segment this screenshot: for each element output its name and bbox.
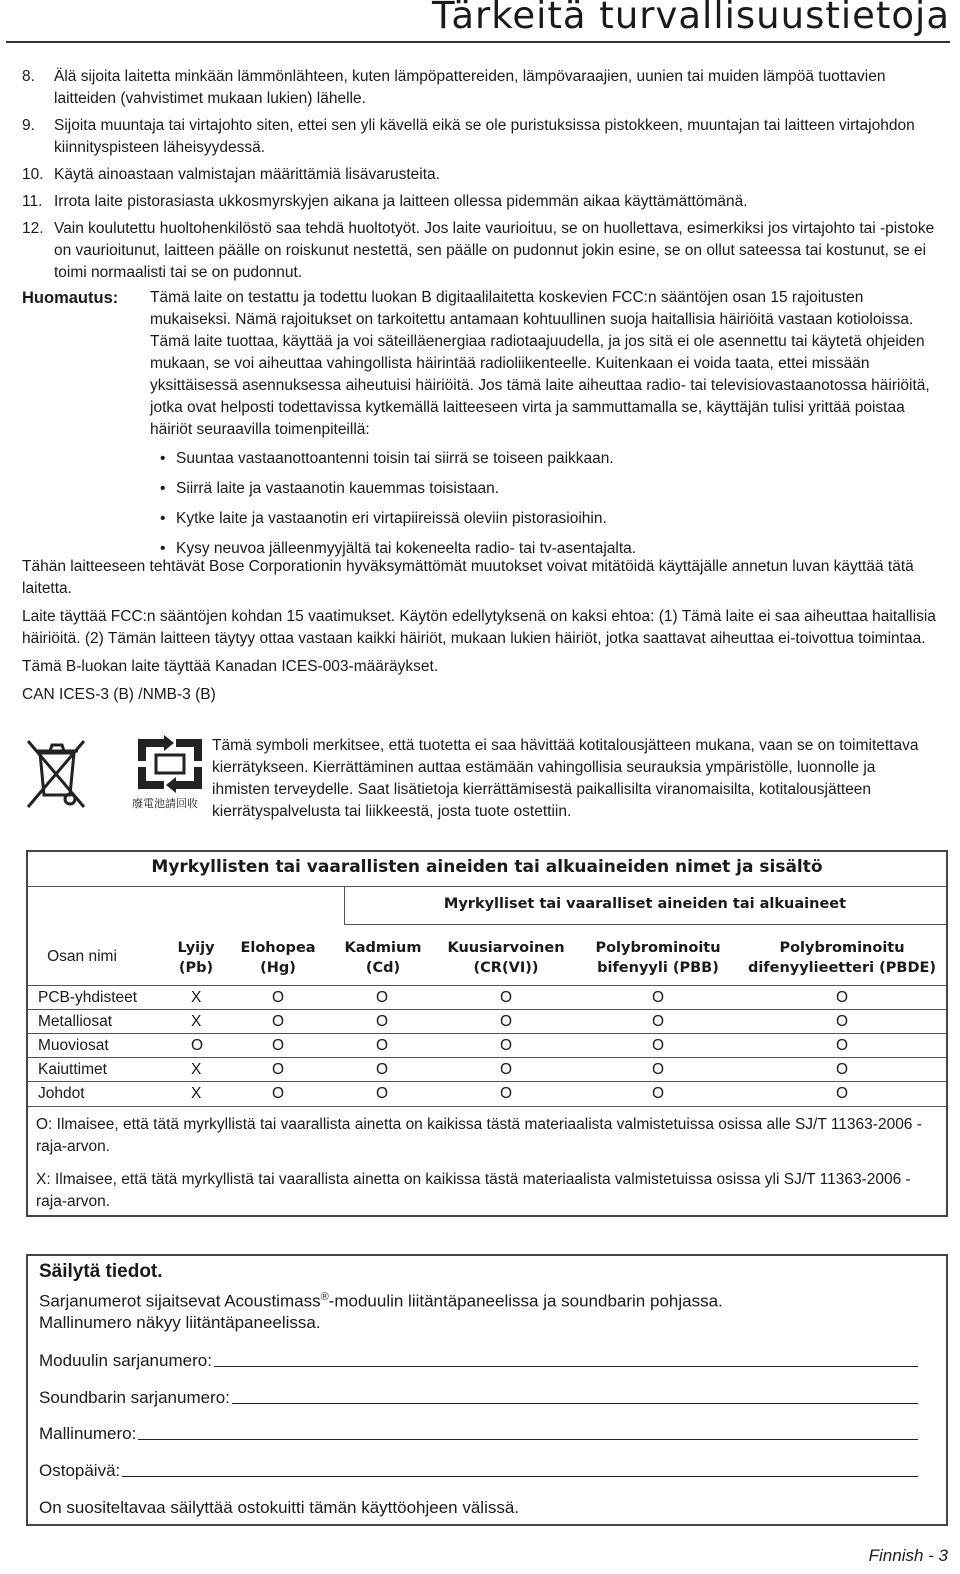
- table-cell: O: [836, 1085, 849, 1102]
- table-rule: [28, 1106, 946, 1107]
- list-item: [22, 218, 942, 284]
- column-header: Lyijy (Pb): [177, 940, 215, 976]
- item-number: 12.: [22, 220, 44, 237]
- list-item: [22, 115, 942, 159]
- ices-paragraph: Tämä B-luokan laite täyttää Kanadan ICES-003-määräykset.: [22, 658, 439, 675]
- table-cell: O: [272, 1013, 285, 1030]
- table-cell: O: [836, 989, 849, 1006]
- table-cell: O: [652, 1013, 665, 1030]
- item-text: Älä sijoita laitetta minkään lämmönlähteen, kuten lämpöpattereiden, lämpövaraajien, uunien tai muiden lämpöä tuottavien laitteiden (vahvistimet mukaan lukien) lähelle.: [54, 68, 886, 107]
- table-cell: O: [836, 1061, 849, 1078]
- item-text: Sijoita muuntaja tai virtajohto siten, ettei sen yli kävellä eikä se ole puristuksissa pistokkeen, muuntajan tai laitteen virtajohdon kiinnityspisteen läheisyydessä.: [54, 117, 915, 156]
- keep-info-box: [26, 1254, 948, 1526]
- table-note-o: O: Ilmaisee, että tätä myrkyllistä tai vaarallista ainetta on kaikissa tästä materiaalista valmistetuissa osissa alle SJ/T 11363-2006 -raja-arvon.: [36, 1116, 922, 1155]
- part-name-header: Osan nimi: [47, 948, 117, 965]
- column-header: Elohopea (Hg): [240, 940, 316, 976]
- list-item: [22, 191, 942, 213]
- bullet-item: [160, 448, 920, 470]
- note-label: Huomautus:: [22, 289, 119, 307]
- field-label: Moduulin sarjanumero:: [39, 1351, 212, 1370]
- purchase-date-field[interactable]: [39, 1459, 918, 1481]
- battery-recycle-icon: [134, 733, 206, 795]
- note-text: Tämä laite on testattu ja todettu luokan B digitaalilaitetta koskevien FCC:n sääntöjen osan 15 rajoitusten mukaiseksi. Nämä rajoitukset on tarkoitettu antamaan kohtuullinen suoja haitallisia häiriöitä vastaan kotioloissa. Tämä laite tuottaa, käyttää ja voi säteilläenergiaa radiotaajuudella, ja jos sitä ei ole asennettu tai käytetä ohjeiden mukaan, se voi aiheuttaa vahingollista häirintää radioliikenteelle. Kuitenkaan ei voida taata, ettei missään yksittäisessä asennuksessa aiheutuisi häiriöitä. Jos tämä laite aiheuttaa radio- tai televisiovastaanotossa häiriöitä, jotka ovat helposti todettavissa kytkemällä laitteeseen virta ja sammuttamalla se, käyttäjän tulisi yrittää poistaa häiriöt seuraavilla toimenpiteillä:: [150, 289, 930, 438]
- item-text: Vain koulutettu huoltohenkilöstö saa tehdä huoltotyöt. Jos laite vaurioituu, se on huollettava, esimerkiksi jos virtajohto tai -pistoke on vaurioitunut, laitteen päälle on roiskunut nestettä, sen päälle on pudonnut jokin esine, se on ollut sateessa tai kostunut, se ei toimi normaalisti tai se on pudonnut.: [54, 220, 935, 281]
- table-cell: O: [376, 1085, 389, 1102]
- table-cell: O: [272, 989, 285, 1006]
- page-title: Tärkeitä turvallisuustietoja: [432, 0, 950, 37]
- model-location-text: Mallinumero näkyy liitäntäpaneelissa.: [39, 1313, 321, 1332]
- table-subtitle: Myrkylliset tai vaaralliset aineiden tai alkuaineet: [443, 896, 847, 912]
- keep-info-title: Säilytä tiedot.: [39, 1261, 163, 1282]
- table-rule: [28, 1033, 946, 1034]
- serial-location-text: Sarjanumerot sijaitsevat Acoustimass®-moduulin liitäntäpaneelissa ja soundbarin pohjassa.: [39, 1291, 723, 1311]
- list-item: [22, 164, 942, 186]
- table-cell: O: [500, 1061, 513, 1078]
- item-number: 8.: [22, 68, 35, 85]
- column-header: Kadmium (Cd): [344, 940, 422, 976]
- table-row-label: Muoviosat: [38, 1037, 109, 1054]
- item-number: 11.: [22, 193, 43, 210]
- table-cell: X: [191, 1085, 202, 1102]
- table-cell: O: [652, 1037, 665, 1054]
- remedy-bullets: [160, 448, 920, 568]
- model-number-field[interactable]: [39, 1422, 918, 1444]
- title-rule: [6, 41, 950, 43]
- page-number: Finnish - 3: [868, 1546, 948, 1565]
- table-rule: [28, 1081, 946, 1082]
- table-cell: X: [191, 989, 202, 1006]
- table-cell: O: [376, 1013, 389, 1030]
- table-rule: [28, 1009, 946, 1010]
- table-cell: O: [500, 1037, 513, 1054]
- table-cell: O: [652, 1085, 665, 1102]
- bullet-item: [160, 508, 920, 530]
- table-cell: O: [272, 1037, 285, 1054]
- modification-paragraph: Tähän laitteeseen tehtävät Bose Corporationin hyväksymättömät muutokset voivat mitätöidä käyttäjälle annetun luvan käyttää tätä laitetta.: [22, 558, 914, 597]
- table-cell: O: [376, 1037, 389, 1054]
- table-cell: O: [272, 1085, 285, 1102]
- fcc-part15-paragraph: Laite täyttää FCC:n sääntöjen kohdan 15 vaatimukset. Käytön edellytyksenä on kaksi ehtoa: (1) Tämä laite ei saa aiheuttaa haitallisia häiriöitä. (2) Tämän laitteen täytyy ottaa vastaan kaikki häiriöt, mukaan lukien häiriöt, jotka saattavat aiheuttaa ei-toivottua toimintaa.: [22, 608, 936, 647]
- column-header: Polybrominoitu bifenyyli (PBB): [595, 940, 721, 976]
- write-line[interactable]: [122, 1476, 918, 1477]
- substances-table: [26, 850, 948, 1217]
- field-label: Mallinumero:: [39, 1424, 137, 1443]
- table-cell: O: [191, 1037, 204, 1054]
- bullet-text: Kysy neuvoa jälleenmyyjältä tai kokeneelta radio- tai tv-asentajalta.: [176, 540, 637, 557]
- bullet-text: Siirrä laite ja vastaanotin kauemmas toisistaan.: [176, 480, 500, 497]
- module-serial-field[interactable]: [39, 1349, 918, 1371]
- column-header: Kuusiarvoinen (CR(VI)): [447, 940, 565, 976]
- table-cell: O: [376, 1061, 389, 1078]
- table-cell: O: [500, 989, 513, 1006]
- table-cell: O: [652, 1061, 665, 1078]
- table-cell: O: [272, 1061, 285, 1078]
- soundbar-serial-field[interactable]: [39, 1386, 918, 1408]
- table-rule: [28, 1057, 946, 1058]
- table-cell: O: [836, 1037, 849, 1054]
- regulatory-paragraphs: [22, 556, 942, 712]
- safety-list: [22, 66, 942, 289]
- bullet-dot-icon: •: [160, 540, 166, 557]
- table-cell: X: [191, 1013, 202, 1030]
- bullet-text: Suuntaa vastaanottoantenni toisin tai siirrä se toiseen paikkaan.: [176, 450, 614, 467]
- table-cell: O: [652, 989, 665, 1006]
- bullet-item: [160, 478, 920, 500]
- table-row-label: Metalliosat: [38, 1013, 113, 1030]
- table-cell: O: [500, 1013, 513, 1030]
- battery-recycle-label: 廢電池請回收: [132, 797, 198, 810]
- recycle-icons: [22, 733, 207, 813]
- table-row-label: Kaiuttimet: [38, 1061, 107, 1078]
- table-row-label: PCB-yhdisteet: [38, 989, 138, 1006]
- write-line[interactable]: [232, 1403, 918, 1404]
- fcc-note: [22, 287, 942, 441]
- table-cell: X: [191, 1061, 202, 1078]
- table-cell: O: [500, 1085, 513, 1102]
- receipt-advice-text: On suositeltavaa säilyttää ostokuitti tämän käyttöohjeen välissä.: [39, 1498, 520, 1517]
- field-label: Soundbarin sarjanumero:: [39, 1388, 230, 1407]
- bullet-dot-icon: •: [160, 480, 166, 497]
- table-cell: O: [836, 1013, 849, 1030]
- write-line[interactable]: [214, 1366, 918, 1367]
- item-number: 9.: [22, 117, 35, 134]
- item-number: 10.: [22, 166, 44, 183]
- column-header: Polybrominoitu difenyylieetteri (PBDE): [747, 940, 937, 976]
- table-rule: [344, 924, 946, 925]
- table-row-label: Johdot: [38, 1085, 85, 1102]
- item-text: Käytä ainoastaan valmistajan määrittämiä lisävarusteita.: [54, 166, 440, 183]
- bullet-dot-icon: •: [160, 510, 166, 527]
- bullet-text: Kytke laite ja vastaanotin eri virtapiireissä oleviin pistorasioihin.: [176, 510, 607, 527]
- list-item: [22, 66, 942, 110]
- write-line[interactable]: [138, 1439, 918, 1440]
- table-rule: [28, 886, 946, 887]
- bullet-dot-icon: •: [160, 450, 166, 467]
- table-title: Myrkyllisten tai vaarallisten aineiden tai alkuaineiden nimet ja sisältö: [151, 857, 823, 877]
- table-note-x: X: Ilmaisee, että tätä myrkyllistä tai vaarallista ainetta on kaikissa tästä materiaalista valmistetuissa osissa yli SJ/T 11363-2006 -raja-arvon.: [36, 1171, 911, 1210]
- table-rule: [344, 886, 345, 925]
- field-label: Ostopäivä:: [39, 1461, 121, 1480]
- recycle-text: Tämä symboli merkitsee, että tuotetta ei saa hävittää kotitalousjätteen mukana, vaan se on toimitettava kierrätykseen. Kierrättäminen auttaa estämään vahingollisia seurauksia ympäristölle, luonnolle ja ihmisten terveydelle. Saat lisätietoja kierrättämisestä paikallisilta viranomaisilta, kotitalousjätteen kierrätyspalvelusta tai liikkeestä, josta tuote ostettiin.: [212, 737, 919, 820]
- table-rule: [28, 985, 946, 986]
- item-text: Irrota laite pistorasiasta ukkosmyrskyjen aikana ja laitteen ollessa pidemmän aikaa käyttämättömänä.: [54, 193, 748, 210]
- can-ices-paragraph: CAN ICES-3 (B) /NMB-3 (B): [22, 686, 216, 703]
- table-cell: O: [376, 989, 389, 1006]
